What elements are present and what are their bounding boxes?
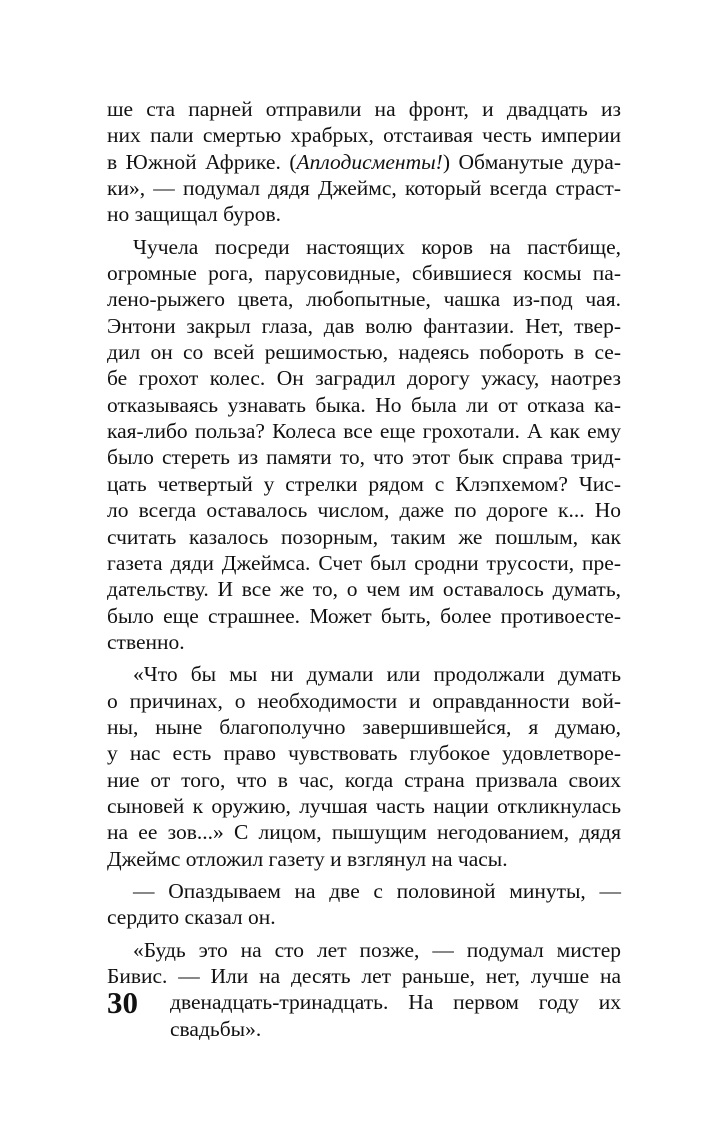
text-line: огромные рога, парусовидные, сбившиеся космы па- (107, 261, 621, 286)
text-line: цать четвертый у стрелки рядом с Клэпхемом? Чис- (107, 471, 621, 496)
text-line: дил он со всей решимостью, надеясь побороть в се- (107, 340, 621, 365)
text-line: кая-либо польза? Колеса все еще грохотали. А как ему (107, 419, 621, 444)
text-line: ние от того, что в час, когда страна призвала своих (107, 767, 621, 792)
text-line: бе грохот колес. Он заградил дорогу ужасу, наотрез (107, 366, 621, 391)
text-line: — Опаздываем на две с половиной минуты, — (133, 878, 621, 903)
text-line: двенадцать-тринадцать. На первом году их (170, 990, 621, 1015)
text-line: ки», — подумал дядя Джеймс, который всегда страст- (107, 176, 621, 201)
text-line: Бивис. — Или на десять лет раньше, нет, лучше на (107, 964, 621, 988)
text-line: ны, ныне благополучно завершившейся, я думаю, (107, 714, 621, 739)
text-line: лено-рыжего цвета, любопытные, чашка из-под чая. (107, 287, 621, 312)
text-line: «Будь это на сто лет позже, — подумал мистер (133, 937, 621, 962)
text-line: дательству. И все же то, о чем им оставалось думать, (107, 577, 621, 602)
book-page-text (107, 96, 621, 1042)
paragraph (107, 661, 621, 872)
text-line: отказываясь узнавать быка. Но была ли от отказа ка- (107, 392, 621, 417)
paragraph (107, 937, 621, 1042)
text-line: газета дяди Джеймса. Счет был сродни трусости, пре- (107, 550, 621, 575)
text-line: Чучела посреди настоящих коров на пастбище, (133, 234, 621, 259)
text-line: ло всегда оставалось числом, даже по дороге к... Но (107, 498, 621, 523)
text-line: было еще страшнее. Может быть, более противоесте- (107, 603, 621, 628)
text-line: сердито сказал он. (107, 905, 276, 930)
text-line: о причинах, о необходимости и оправданности вой- (107, 688, 621, 713)
text-line: у нас есть право чувствовать глубокое удовлетворе- (107, 741, 621, 766)
text-line: Энтони закрыл глаза, дав волю фантазии. Нет, твер- (107, 313, 621, 338)
paragraph (107, 878, 621, 931)
text-line: было стереть из памяти то, что этот бык справа трид- (107, 445, 621, 470)
text-line: них пали смертью храбрых, отстаивая честь империи (107, 123, 621, 148)
text-line: считать казалось позорным, таким же пошлым, как (107, 524, 621, 549)
text-line: но защищал буров. (107, 202, 282, 227)
page-number: 30 (107, 985, 138, 1020)
text-line: в Южной Африке. (Аплодисменты!) Обманутые дура- (107, 149, 622, 174)
paragraph (107, 96, 621, 228)
text-line: ше ста парней отправили на фронт, и двадцать из (107, 97, 621, 121)
text-line: свадьбы». (170, 1016, 262, 1041)
italic-text: Аплодисменты! (296, 149, 443, 174)
text-line: ственно. (107, 629, 185, 654)
text-line: «Что бы мы ни думали или продолжали думать (133, 662, 621, 687)
text-line: на ее зов...» С лицом, пышущим негодованием, дядя (107, 820, 621, 845)
text-line: сыновей к оружию, лучшая часть нации откликнулась (107, 793, 621, 818)
paragraph (107, 234, 621, 656)
text-line: Джеймс отложил газету и взглянул на часы. (107, 846, 508, 871)
